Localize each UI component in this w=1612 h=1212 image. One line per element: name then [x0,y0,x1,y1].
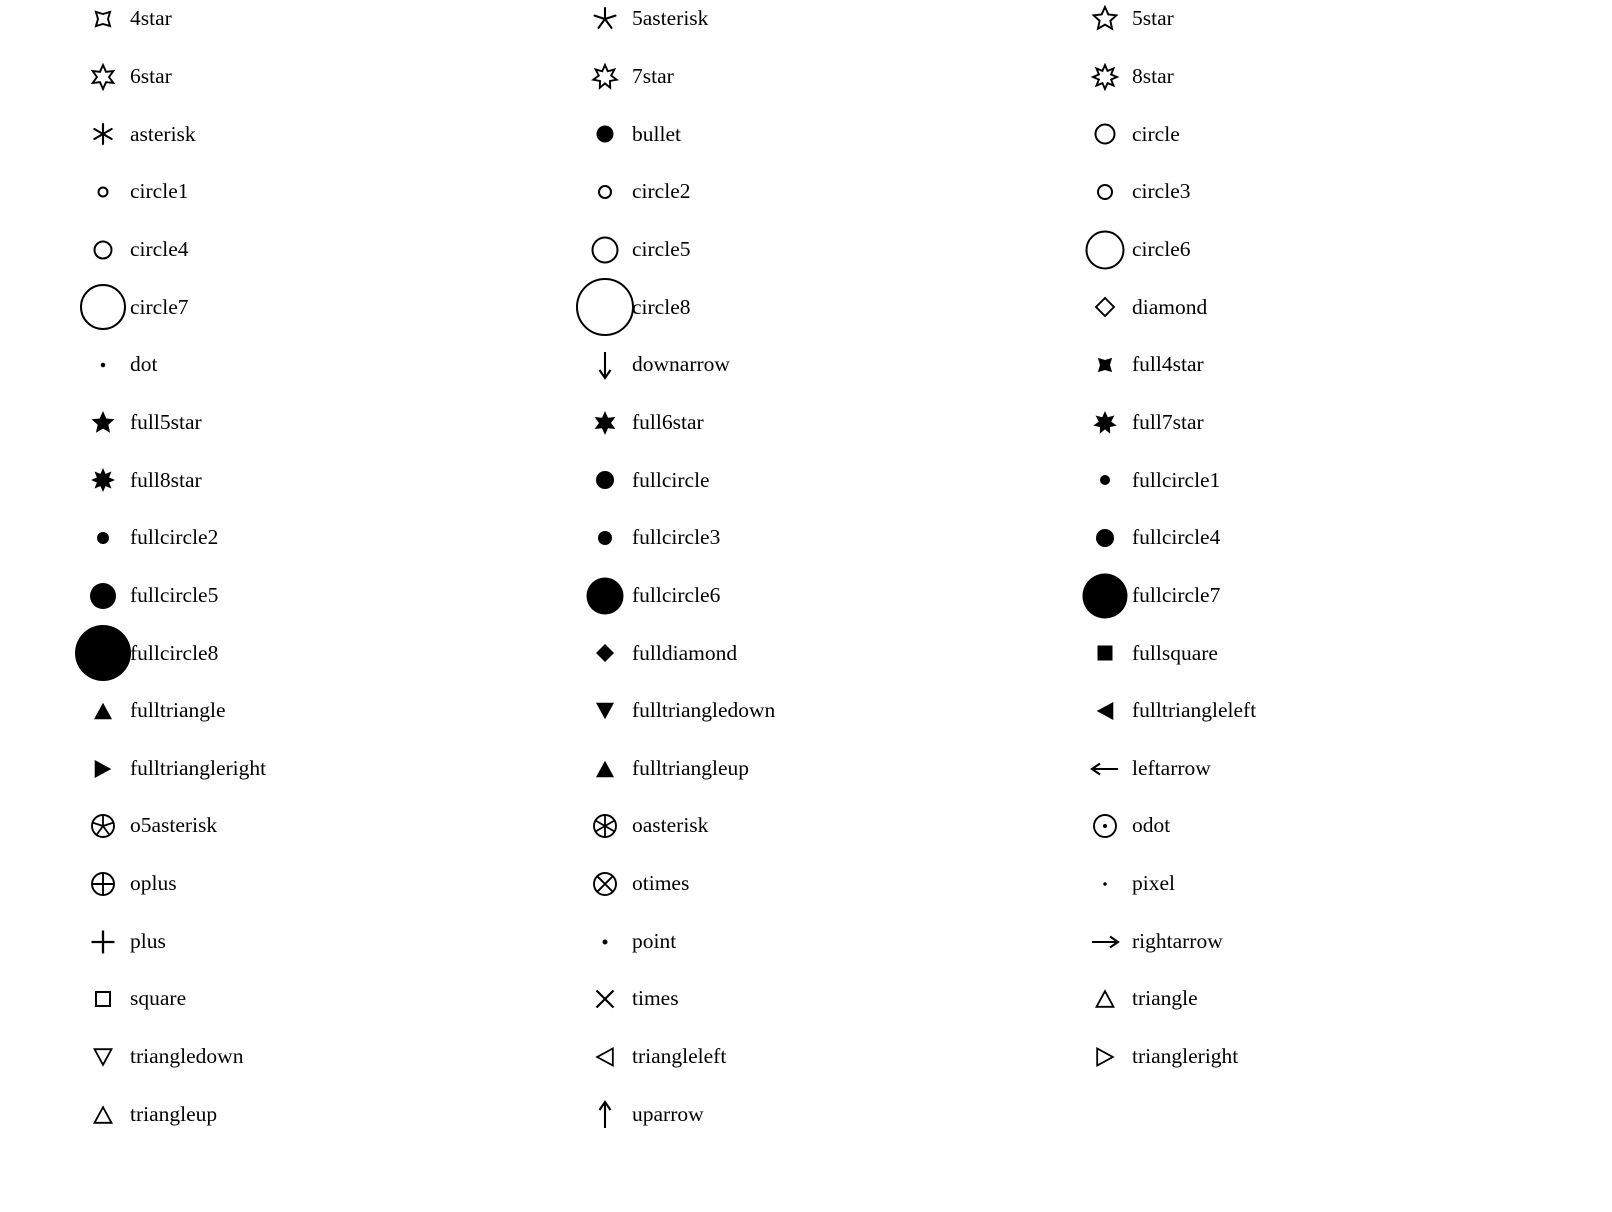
marker-item [76,912,166,972]
marker-label: bullet [632,121,681,146]
rightarrow-icon [1078,912,1132,972]
marker-item [1078,623,1218,683]
oasterisk-icon [578,796,632,856]
marker-label: triangleright [1132,1044,1239,1069]
marker-label: fullsquare [1132,640,1218,665]
marker-item [76,508,218,568]
marker-item [578,854,689,914]
circle4-icon [76,220,130,280]
marker-item [76,0,172,49]
marker-label: circle4 [130,236,189,261]
bullet-icon [578,104,632,164]
marker-item [76,335,157,395]
fullcircle3-icon [578,508,632,568]
marker-item [578,739,749,799]
marker-item [76,220,189,280]
marker-item [578,508,720,568]
circle7-icon [76,277,130,337]
marker-item [76,854,177,914]
marker-label: full7star [1132,409,1204,434]
marker-label: 7star [632,63,674,88]
marker-label: uparrow [632,1101,704,1126]
marker-item [1078,969,1198,1029]
marker-label: circle7 [130,294,189,319]
marker-label: otimes [632,871,690,896]
marker-item [1078,1027,1238,1087]
marker-label: fullcircle1 [1132,467,1221,492]
marker-item [1078,162,1191,222]
marker-label: plus [130,928,166,953]
fullcircle7-icon [1078,566,1132,626]
marker-label: fullcircle5 [130,582,219,607]
marker-label: fullcircle3 [632,525,721,550]
marker-label: circle6 [1132,236,1191,261]
marker-item [1078,739,1211,799]
marker-label: triangleleft [632,1044,727,1069]
marker-label: 5star [1132,6,1174,31]
marker-label: fullcircle4 [1132,525,1221,550]
marker-label: asterisk [130,121,196,146]
marker-label: fullcircle6 [632,582,721,607]
fullcircle-icon [578,450,632,510]
marker-label: oasterisk [632,813,709,838]
otimes-icon [578,854,632,914]
marker-item [578,277,691,337]
marker-label: leftarrow [1132,755,1211,780]
marker-label: rightarrow [1132,928,1223,953]
marker-item [1078,566,1220,626]
uparrow-icon [578,1085,632,1145]
square-icon [76,969,130,1029]
marker-label: 8star [1132,63,1174,88]
fulltriangle-icon [76,681,130,741]
marker-label: odot [1132,813,1171,838]
full8star-icon [76,450,130,510]
marker-label: circle [1132,121,1180,146]
full7star-icon [1078,393,1132,453]
marker-label: 5asterisk [632,6,709,31]
fullcircle1-icon [1078,450,1132,510]
marker-label: circle1 [130,179,189,204]
marker-label: triangle [1132,986,1198,1011]
marker-label: fullcircle [632,467,710,492]
marker-item [578,623,737,683]
marker-label: circle2 [632,179,691,204]
marker-item [76,796,217,856]
fullcircle8-icon [76,623,130,683]
marker-item [1078,681,1256,741]
downarrow-icon [578,335,632,395]
marker-label: dot [130,352,158,377]
marker-item [76,681,226,741]
times-icon [578,969,632,1029]
marker-label: fulltriangleleft [1132,698,1257,723]
fulldiamond-icon [578,623,632,683]
marker-item [578,1085,704,1145]
asterisk-icon [76,104,130,164]
marker-item [76,1085,217,1145]
marker-item [578,393,704,453]
marker-label: full5star [130,409,202,434]
marker-item [1078,508,1220,568]
marker-item [76,393,202,453]
marker-item [1078,47,1174,107]
circle1-icon [76,162,130,222]
triangleright-icon [1078,1027,1132,1087]
marker-item [578,969,679,1029]
marker-label: circle8 [632,294,691,319]
fulltriangleup-icon [578,739,632,799]
marker-item [1078,220,1191,280]
marker-item [578,162,691,222]
marker-label: full6star [632,409,704,434]
marker-item [76,623,218,683]
circle3-icon [1078,162,1132,222]
full6star-icon [578,393,632,453]
full5star-icon [76,393,130,453]
4star-icon [76,0,130,49]
marker-item [578,1027,726,1087]
marker-label: 4star [130,6,172,31]
marker-item [1078,393,1204,453]
dot-icon [76,335,130,395]
marker-item [1078,104,1180,164]
fullcircle6-icon [578,566,632,626]
marker-item [76,969,186,1029]
fullcircle2-icon [76,508,130,568]
leftarrow-icon [1078,739,1132,799]
marker-item [1078,854,1175,914]
marker-item [76,162,189,222]
marker-item [76,277,189,337]
marker-label: point [632,928,677,953]
marker-label: fulltriangleup [632,755,750,780]
o5asterisk-icon [76,796,130,856]
circle2-icon [578,162,632,222]
marker-label: fulltriangleright [130,755,267,780]
marker-item [578,104,681,164]
marker-label: fulldiamond [632,640,738,665]
triangleup-icon [76,1085,130,1145]
marker-item [1078,0,1174,49]
triangledown-icon [76,1027,130,1087]
oplus-icon [76,854,130,914]
marker-label: o5asterisk [130,813,218,838]
fullcircle4-icon [1078,508,1132,568]
marker-label: diamond [1132,294,1208,319]
marker-item [1078,277,1207,337]
marker-item [578,335,730,395]
marker-label: fulltriangledown [632,698,776,723]
7star-icon [578,47,632,107]
marker-label: pixel [1132,871,1175,896]
marker-label: fulltriangle [130,698,226,723]
marker-item [578,912,676,972]
marker-label: triangleup [130,1101,218,1126]
triangleleft-icon [578,1027,632,1087]
marker-item [76,566,218,626]
triangle-icon [1078,969,1132,1029]
marker-item [76,47,172,107]
marker-item [578,450,710,510]
diamond-icon [1078,277,1132,337]
marker-item [76,450,202,510]
marker-item [578,566,720,626]
marker-item [578,0,708,49]
marker-item [1078,450,1220,510]
circle6-icon [1078,220,1132,280]
fulltriangleright-icon [76,739,130,799]
marker-item [578,796,708,856]
odot-icon [1078,796,1132,856]
marker-label: downarrow [632,352,730,377]
point-icon [578,912,632,972]
marker-label: triangledown [130,1044,244,1069]
marker-item [76,739,266,799]
fulltriangledown-icon [578,681,632,741]
5star-icon [1078,0,1132,49]
marker-item [1078,912,1223,972]
marker-item [578,220,691,280]
plus-icon [76,912,130,972]
6star-icon [76,47,130,107]
fullsquare-icon [1078,623,1132,683]
marker-label: times [632,986,679,1011]
marker-label: fullcircle2 [130,525,219,550]
marker-item [76,1027,243,1087]
marker-label: 6star [130,63,172,88]
marker-item [76,104,196,164]
marker-item [578,681,775,741]
marker-label: square [130,986,187,1011]
marker-label: full8star [130,467,202,492]
marker-item [1078,335,1204,395]
8star-icon [1078,47,1132,107]
marker-label: circle5 [632,236,691,261]
marker-label: oplus [130,871,177,896]
circle5-icon [578,220,632,280]
full4star-icon [1078,335,1132,395]
fullcircle5-icon [76,566,130,626]
marker-item [1078,796,1170,856]
marker-label: fullcircle7 [1132,582,1221,607]
circle8-icon [578,277,632,337]
circle-icon [1078,104,1132,164]
marker-label: circle3 [1132,179,1191,204]
pixel-icon [1078,854,1132,914]
marker-item [578,47,674,107]
marker-label: fullcircle8 [130,640,219,665]
fulltriangleleft-icon [1078,681,1132,741]
marker-label: full4star [1132,352,1204,377]
5asterisk-icon [578,0,632,49]
